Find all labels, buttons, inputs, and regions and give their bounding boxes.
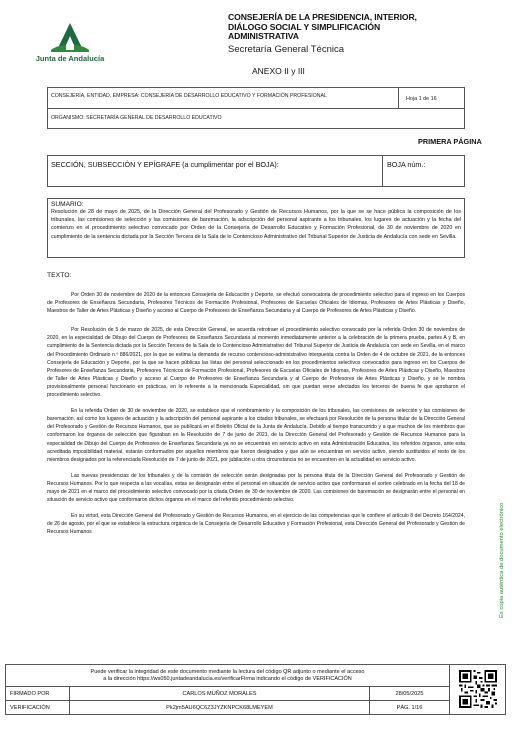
body-paragraph-2: Por Resolución de 5 de marzo de 2025, de esta Dirección General, se acuerda retrotraer el procedimiento selectivo convocado por la referida Orden 30 de noviembre de 2020, en la especialidad de Dibujo del Cuerpo de Profesores de Enseñanza Secundaria al momento inmediatamente anterior a la celebración de la primera prueba, partes A y B, en cumplimiento de la Sentencia dictada por la Sección Tercera de la Sala de lo Contencioso Administrativo del Tribunal Superior de Justicia de Andalucía con sede en Sevilla, en el marco del Procedimiento Ordinario n.º 886/2021, por la que se estima la demanda de recurso contencioso-administrativo interpuesta contra la Orden de 4 de octubre de 2021, de la entonces Consejería de Educación y Deporte, por la que se hacen públicas las listas del personal seleccionado en los procedimientos selectivos convocados para ingreso en los Cuerpos de Profesores de Enseñanza Secundaria, Profesores Técnicos de Formación Profesional, Profesores de Escuelas Oficiales de Idiomas, Profesores de Artes Plásticas y Diseño, Maestros de Taller de Artes Plásticas y Diseño y acceso al Cuerpo de Profesores de Enseñanza Secundaria y al Cuerpo de Profesores de Artes Plásticas y Diseño, y se le nombra provisionalmente personal funcionario en prácticas, en lo referente a la mencionada Especialidad, sin que puedan verse afectados los terceros de buena fe que aprobaron el procedimiento selectivo. (47, 327, 465, 399)
boja-label: BOJA núm.: (387, 160, 426, 169)
section-box (47, 155, 465, 187)
signer-name: CARLOS MUÑOZ MORALES (70, 687, 370, 701)
entity-box (47, 87, 465, 129)
header-title-line-1: CONSEJERÍA DE LA PRESIDENCIA, INTERIOR, (228, 12, 417, 22)
consejeria-text: CONSEJERÍA, ENTIDAD, EMPRESA: CONSEJERÍA DE DESARROLLO EDUCATIVO Y FORMACIÓN PROFESIONAL (51, 93, 327, 99)
body-paragraph-5: En su virtud, esta Dirección General del Profesorado y Gestión de Recursos Humanos, en el ejercicio de las competencias que le confiere el artículo 8 del Decreto 164/2024, de 26 de agosto, por el que se establece la estructura orgánica de la Consejería de Desarrollo Educativo y Formación Profesional, esta Dirección General del Profesorado y Gestión de Recursos Humanos (47, 513, 465, 536)
signature-table (5, 664, 506, 715)
sumario-text: Resolución de 28 de mayo de 2025, de la Dirección General del Profesorado y Gestión de Recursos Humanos, por la que se se hace pública la composición de los tribunales, las comisiones de selección y las comisiones de baremación, la adscripción del personal aspirante a los tribunales, los lugares de actuación y la fecha del comienzo en el procedimiento selectivo convocado por Orden de la Consejería de Desarrollo Educativo y Formación Profesional, de 30 de noviembre de 2020 en cumplimiento de la sentencia dictada por la Sección Tercera de la Sala de lo Contencioso Administrativo del Tribunal Superior de Justicia de Andalucía con sede en Sevilla. (51, 209, 461, 240)
page-number: PÁG. 1/16 (370, 701, 450, 715)
firmado-label: FIRMADO POR (6, 687, 70, 701)
verification-link[interactable]: a la dirección https://ws050.juntadeandalucia.es/verificarFirma indicando el código de VERIFICACIÓN (103, 675, 352, 682)
authentic-copy-note: Es copia auténtica de documento electrónico (499, 502, 505, 618)
body-paragraph-4: Las nuevas presidencias de los tribunales y de la comisión de selección serán designadas por la persona titula de la Dirección General del Profesorado y Gestión de Recursos Humanos. Por lo que respecta a las vocalías, estas se designarán entre el personal en situación de servicio activo que conformaran el sorteo celebrado en la fecha del 18 de mayo de 2021 en el marco del procedimiento selectivo convocado por la citada Orden de 30 de noviembre de 2020. Las comisiones de baremación se designarán entre el personal en situación de servicio activo que conformaron dichos órganos en el marco del referido procedimiento selectivo. (47, 472, 465, 504)
header-title-line-2: DIÁLOGO SOCIAL Y SIMPLIFICACIÓN (228, 21, 381, 32)
organismo-text: ORGANISMO: SECRETARÍA GENERAL DE DESARROLLO EDUCATIVO (51, 115, 222, 121)
annex-label: ANEXO II y III (252, 66, 305, 76)
entity-row (48, 88, 464, 109)
entity-divider (398, 88, 399, 109)
primera-pagina-label: PRIMERA PÁGINA (418, 137, 482, 146)
sumario-label: SUMARIO: (51, 201, 84, 208)
verification-note (6, 665, 450, 687)
texto-label: TEXTO: (47, 272, 72, 279)
section-divider (382, 156, 383, 187)
sheet-number: Hoja 1 de 16 (406, 96, 437, 102)
body-paragraph-1: Por Orden 30 de noviembre de 2020 de la entonces Consejería de Educación y Deporte, se efectuó convocatoria de procedimiento selectivo para el ingreso en los Cuerpos de Profesores de Enseñanza Secundaria, Profesores Técnicos de Formación Profesional, Profesores de Escuelas Oficiales de Idiomas, Profesores de Artes Plásticas y Diseño, Maestros de Taller de Artes Plásticas y Diseño y acceso al Cuerpo de Profesores de Enseñanza Secundaria y al Cuerpo de Profesores de Artes Plásticas y Diseño. (47, 292, 465, 315)
header-title-line-3: ADMINISTRATIVA (228, 31, 299, 42)
signature-footer (5, 664, 505, 730)
body-paragraph-3: En la referida Orden de 30 de noviembre de 2020, se establece que el nombramiento y la composición de los tribunales, las comisiones de selección y las comisiones de baremación, así como los lugares de actuación y la adscripción del personal aspirante a los citados tribunales, se efectuará por Resolución de la persona titular de la Dirección General del Profesorado y Gestión de Recursos Humanos, que se publicará en el Boletín Oficial de la Junta de Andalucía. Debido al tiempo transcurrido y a que muchos de los miembros que conformaron los órganos de selección que figuraban en la Resolución de 7 de junio de 2021, de la Dirección General del Profesorado y Gestión de Recursos Humanos para la especialidad de Dibujo del Cuerpo de Profesores de Enseñanza Secundaria ya no se encuentran en servicio activo en esta Administración Educativa, los referidos órganos, ante esta acreditada imposibilidad material, estarán conformados por aquellos miembros que fueron designados y que aún se encuentran en servicio activo, siendo sustituidos el resto de los miembros designados por la referenciada Resolución de 7 de junio de 2021, por jubilación u otra circunstancia no se encuentren en la actualidad en servicio activo. (47, 408, 465, 463)
junta-logo (30, 22, 110, 63)
qr-code-icon[interactable] (459, 670, 497, 708)
document-header (228, 13, 498, 55)
logo-text: Junta de Andalucía (35, 54, 105, 63)
sumario-box (47, 198, 465, 258)
verification-code: Pk2jm5AU6QC6Z3JYZKNPCK68LMEYEM (70, 701, 370, 715)
verification-line-1: Puede verificar la integridad de este documento mediante la lectura del código QR adjunto o mediante el acceso (90, 669, 365, 675)
verificacion-label: VERIFICACIÓN (6, 701, 70, 715)
header-subtitle: Secretaría General Técnica (228, 43, 344, 55)
junta-emblem-icon (49, 22, 91, 52)
section-label: SECCIÓN, SUBSECCIÓN Y EPÍGRAFE (a cumplimentar por el BOJA): (51, 160, 279, 169)
signature-date: 28/05/2025 (370, 687, 450, 701)
document-body (47, 291, 465, 544)
qr-cell (450, 665, 506, 715)
